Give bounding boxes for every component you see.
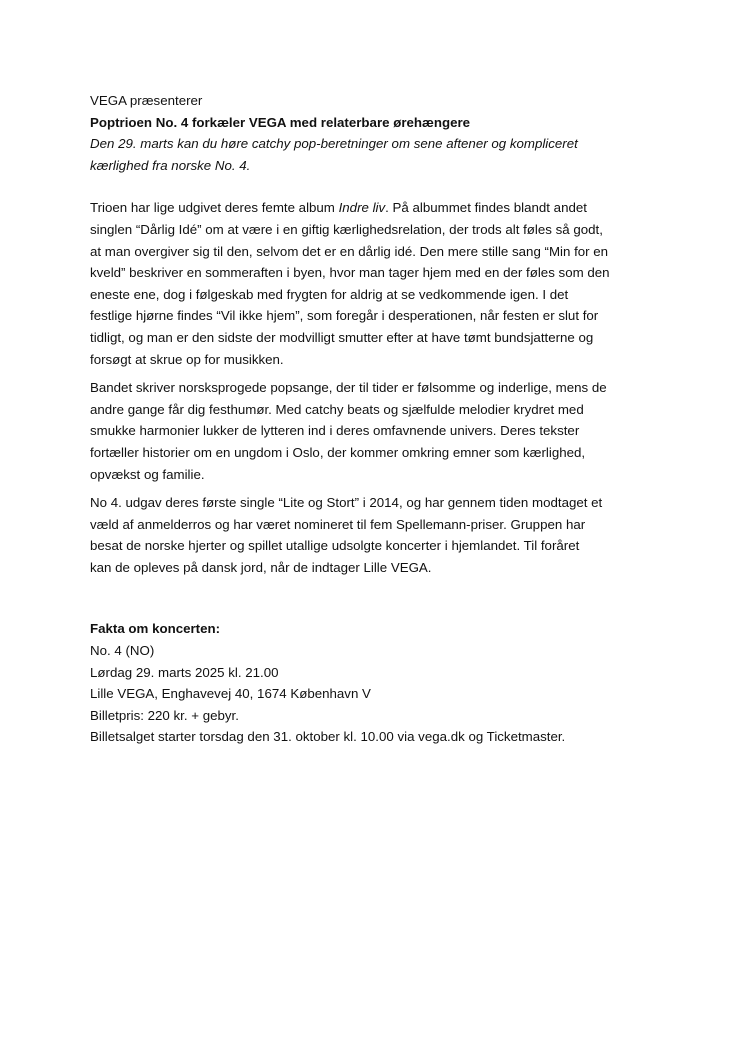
album-intro-text: Trioen har lige udgivet deres femte album (90, 200, 339, 216)
paragraph-line: singlen “Dårlig Idé” om at være i en giftig kærlighedsrelation, der trods alt føles så godt, (90, 221, 603, 237)
body-paragraph-1 (90, 197, 670, 370)
paragraph-line: tidligt, og man er den sidste der modvilligt smutter efter at have tømt bundsjatterne og (90, 329, 594, 345)
paragraph-line: opvækst og familie. (90, 466, 205, 482)
paragraph-line: eneste ene, dog i følgeskab med frygten for aldrig at se vedkommende igen. I det (90, 286, 569, 302)
facts-block (90, 618, 670, 748)
paragraph-line: Bandet skriver norsksprogede popsange, der til tider er følsomme og inderlige, mens de (90, 380, 607, 396)
facts-venue: Lille VEGA, Enghavevej 40, 1674 København V (90, 686, 371, 702)
subheadline-line-1: Den 29. marts kan du høre catchy pop-beretninger om sene aftener og kompliceret (90, 136, 578, 152)
paragraph-line: kan de opleves på dansk jord, når de indtager Lille VEGA. (90, 559, 432, 575)
facts-artist: No. 4 (NO) (90, 643, 155, 659)
press-release-page (90, 90, 670, 748)
album-title: Indre liv (338, 200, 386, 216)
subheadline-line-2: kærlighed fra norske No. 4. (90, 157, 251, 173)
spacer (90, 585, 670, 618)
paragraph-line: forsøgt at skrue op for musikken. (90, 351, 284, 367)
facts-heading: Fakta om koncerten: (90, 621, 221, 637)
body-paragraph-2 (90, 377, 670, 485)
paragraph-line: smukke harmonier lukker de lytteren ind i deres omfavnende univers. Deres tekster (90, 423, 580, 439)
paragraph-line: kveld” beskriver en sommeraften i byen, hvor man tager hjem med en der føles som den (90, 265, 610, 281)
paragraph-line: festlige hjørne findes “Vil ikke hjem”, som foregår i desperationen, når festen er slut for (90, 308, 599, 324)
paragraph-line: andre gange får dig festhumør. Med catchy beats og sjælfulde melodier krydret med (90, 401, 584, 417)
presenter-line: VEGA præsenterer (90, 93, 203, 108)
paragraph-line (90, 197, 670, 219)
album-intro-text-end: . På albummet findes blandt andet (385, 200, 587, 216)
paragraph-line: væld af anmelderros og har været nomineret til fem Spellemann-priser. Gruppen har (90, 516, 586, 532)
paragraph-line: No 4. udgav deres første single “Lite og Stort” i 2014, og har gennem tiden modtaget et (90, 495, 603, 511)
intro-block (90, 90, 670, 176)
facts-price: Billetpris: 220 kr. + gebyr. (90, 707, 239, 723)
headline: Poptrioen No. 4 forkæler VEGA med relaterbare ørehængere (90, 114, 471, 130)
facts-date: Lørdag 29. marts 2025 kl. 21.00 (90, 664, 279, 680)
paragraph-line: besat de norske hjerter og spillet utallige udsolgte koncerter i hjemlandet. Til foråret (90, 538, 580, 554)
paragraph-line: fortæller historier om en ungdom i Oslo, der kommer omkring emner som kærlighed, (90, 444, 586, 460)
paragraph-line: at man overgiver sig til den, selvom det er en dårlig idé. Den mere stille sang “Min for en (90, 243, 609, 259)
facts-ticket-sale: Billetsalget starter torsdag den 31. oktober kl. 10.00 via vega.dk og Ticketmaster. (90, 729, 566, 745)
spacer (90, 176, 670, 197)
body-paragraph-3 (90, 492, 670, 578)
